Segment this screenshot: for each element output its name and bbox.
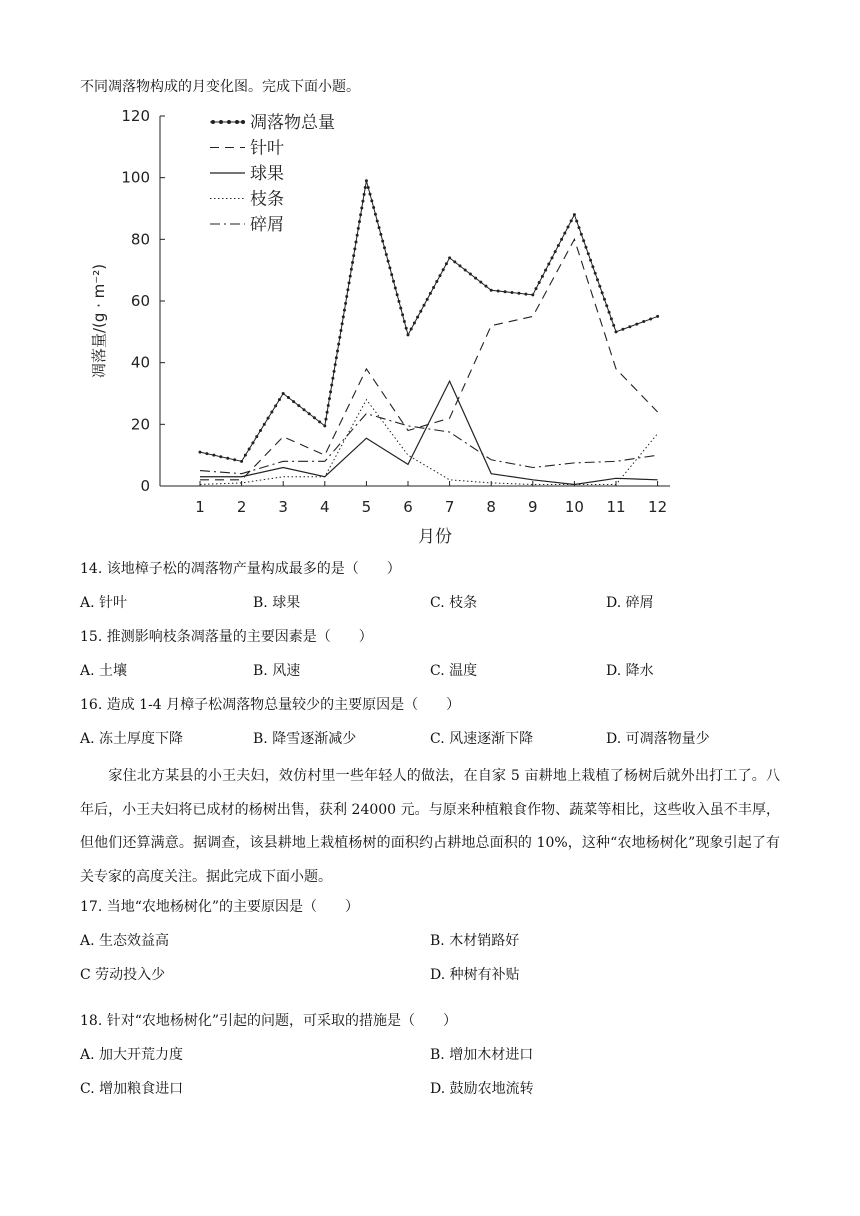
series-point: [416, 316, 419, 319]
x-tick-label: 6: [403, 498, 413, 516]
y-tick-label: 60: [130, 292, 150, 310]
series-point: [219, 455, 222, 458]
series-point: [365, 179, 368, 182]
legend-label-1: 凋落物总量: [250, 113, 335, 133]
y-tick-label: 80: [130, 230, 150, 249]
question-14-option-c[interactable]: C. 枝条: [430, 595, 478, 611]
series-point: [601, 291, 604, 294]
series-point: [323, 424, 326, 427]
series-point: [557, 244, 560, 247]
series-point: [363, 193, 366, 196]
series-point: [589, 259, 592, 262]
question-17-option-a[interactable]: A. 生态效益高: [80, 933, 170, 949]
series-point: [479, 281, 482, 284]
series-point: [397, 300, 400, 303]
y-tick-label: 0: [140, 477, 150, 495]
series-point: [628, 325, 631, 328]
series-point: [517, 292, 520, 295]
question-18-option-a[interactable]: A. 加大开荒力度: [80, 1047, 184, 1063]
x-tick-label: 10: [564, 498, 584, 516]
series-point: [554, 250, 557, 253]
series-point: [352, 254, 355, 257]
y-tick-label: 100: [121, 168, 150, 187]
series-point: [199, 451, 202, 454]
series-point: [448, 256, 451, 259]
series-point: [551, 256, 554, 259]
legend-marker: [219, 120, 223, 124]
series-point: [575, 220, 578, 223]
x-tick-label: 5: [361, 498, 372, 516]
series-point: [656, 315, 659, 318]
y-tick-label: 40: [130, 353, 150, 372]
question-16-option-c[interactable]: C. 风速逐渐下降: [430, 731, 534, 747]
question-14-option-b[interactable]: B. 球果: [253, 595, 301, 611]
x-tick-label: 7: [444, 498, 455, 516]
series-point: [580, 233, 583, 236]
series-point: [331, 377, 334, 380]
series-point: [615, 330, 618, 333]
series-point: [396, 293, 399, 296]
question-15-stem: 15. 推测影响枝条凋落量的主要因素是（ ）: [80, 629, 373, 645]
series-point: [324, 418, 327, 421]
series-point: [445, 262, 448, 265]
question-15-option-c[interactable]: C. 温度: [430, 663, 478, 679]
question-18-option-b[interactable]: B. 增加木材进口: [430, 1047, 534, 1063]
series-point: [361, 200, 364, 203]
series-point: [344, 302, 347, 305]
litterfall-line-chart: [80, 100, 700, 570]
series-point: [649, 317, 652, 320]
series-point: [350, 268, 353, 271]
series-point: [292, 400, 295, 403]
question-17-option-c[interactable]: C 劳动投入少: [80, 967, 166, 983]
series-point: [419, 310, 422, 313]
x-tick-label: 8: [486, 498, 496, 516]
x-tick-label: 4: [320, 498, 330, 516]
x-tick-label: 12: [648, 498, 668, 516]
series-point: [567, 226, 570, 229]
series-point: [582, 239, 585, 242]
legend-marker: [241, 120, 245, 124]
series-point: [343, 309, 346, 312]
series-point: [459, 264, 462, 267]
series-point: [621, 328, 624, 331]
series-point: [399, 307, 402, 310]
series-point: [381, 240, 384, 243]
series-point: [524, 293, 527, 296]
series-line-4: [200, 400, 658, 485]
series-point: [541, 275, 544, 278]
series-point: [270, 411, 273, 414]
series-point: [287, 396, 290, 399]
series-point: [313, 416, 316, 419]
series-point: [547, 263, 550, 266]
series-point: [255, 435, 258, 438]
series-point: [328, 397, 331, 400]
series-point: [605, 304, 608, 307]
series-point: [401, 313, 404, 316]
series-point: [464, 268, 467, 271]
series-point: [383, 246, 386, 249]
x-tick-label: 1: [195, 498, 205, 516]
series-point: [357, 227, 360, 230]
series-point: [426, 298, 429, 301]
series-point: [490, 289, 493, 292]
question-15-option-d[interactable]: D. 降水: [606, 663, 654, 679]
series-point: [423, 304, 426, 307]
series-point: [587, 252, 590, 255]
series-point: [531, 293, 534, 296]
series-point: [259, 429, 262, 432]
series-point: [596, 278, 599, 281]
series-point: [233, 458, 236, 461]
series-point: [385, 253, 388, 256]
series-point: [407, 333, 410, 336]
series-point: [403, 320, 406, 323]
series-point: [578, 226, 581, 229]
legend-label-3: 球果: [250, 164, 284, 184]
question-17-option-b[interactable]: B. 木材销路好: [430, 933, 520, 949]
series-point: [376, 219, 379, 222]
series-point: [356, 234, 359, 237]
series-point: [248, 448, 251, 451]
y-tick-label: 120: [121, 107, 150, 125]
series-point: [378, 226, 381, 229]
series-point: [469, 273, 472, 276]
legend-marker: [227, 120, 231, 124]
series-point: [364, 186, 367, 189]
series-point: [560, 238, 563, 241]
series-point: [388, 266, 391, 269]
series-point: [497, 289, 500, 292]
series-line-2: [200, 239, 658, 480]
y-tick-label: 20: [130, 415, 150, 434]
series-point: [353, 247, 356, 250]
series-point: [297, 404, 300, 407]
series-point: [282, 392, 285, 395]
series-point: [612, 324, 615, 327]
series-point: [355, 241, 358, 244]
series-point: [429, 292, 432, 295]
series-point: [603, 298, 606, 301]
series-point: [394, 286, 397, 289]
series-point: [360, 206, 363, 209]
series-point: [337, 343, 340, 346]
series-point: [405, 327, 408, 330]
series-point: [333, 370, 336, 373]
series-point: [570, 219, 573, 222]
series-point: [608, 311, 611, 314]
series-point: [327, 404, 330, 407]
series-point: [205, 452, 208, 455]
series-point: [326, 411, 329, 414]
series-point: [267, 417, 270, 420]
x-tick-label: 3: [278, 498, 288, 516]
series-point: [485, 285, 488, 288]
series-point: [544, 269, 547, 272]
series-point: [339, 329, 342, 332]
question-16-option-d[interactable]: D. 可凋落物量少: [606, 731, 710, 747]
series-point: [591, 265, 594, 268]
series-point: [338, 336, 341, 339]
series-point: [346, 288, 349, 291]
series-point: [251, 441, 254, 444]
x-tick-label: 11: [606, 498, 626, 516]
legend-label-4: 枝条: [250, 189, 284, 210]
series-point: [226, 457, 229, 460]
series-point: [410, 327, 413, 330]
series-point: [330, 384, 333, 387]
question-16-option-b[interactable]: B. 降雪逐渐减少: [253, 731, 357, 747]
question-18-option-d[interactable]: D. 鼓励农地流转: [430, 1081, 534, 1097]
series-point: [263, 423, 266, 426]
series-point: [370, 199, 373, 202]
series-point: [635, 323, 638, 326]
reading-passage: 家住北方某县的小王夫妇，效仿村里一些年轻人的做法，在自家 5 亩耕地上栽植了杨树后就外出打工了。八年后，小王夫妇将已成材的杨树出售，获利 24000 元。与原来种植粮食作物、蔬菜等相比，这些收入虽不丰厚，但他们还算满意。据调查，该县耕地上栽植杨树的面积约占耕地总面积的 10%，这种“农地杨树化”现象引起了有关专家的高度关注。据此完成下面小题。: [80, 768, 780, 885]
x-tick-label: 9: [528, 498, 538, 516]
series-point: [308, 412, 311, 415]
legend-label-2: 针叶: [250, 138, 284, 159]
series-point: [341, 322, 344, 325]
series-point: [369, 193, 372, 196]
series-point: [334, 363, 337, 366]
series-point: [538, 281, 541, 284]
question-16-stem: 16. 造成 1-4 月樟子松凋落物总量较少的主要原因是（ ）: [80, 697, 461, 713]
question-14-option-d[interactable]: D. 碎屑: [606, 595, 654, 611]
series-point: [358, 220, 361, 223]
question-16-option-a[interactable]: A. 冻土厚度下降: [80, 731, 184, 747]
series-point: [610, 317, 613, 320]
series-line-3: [200, 381, 658, 484]
series-point: [278, 398, 281, 401]
series-point: [240, 460, 243, 463]
series-point: [511, 291, 514, 294]
series-point: [584, 246, 587, 249]
series-point: [435, 280, 438, 283]
series-point: [392, 280, 395, 283]
series-point: [573, 213, 576, 216]
series-point: [439, 274, 442, 277]
series-point: [359, 213, 362, 216]
series-point: [348, 281, 351, 284]
series-point: [413, 322, 416, 325]
series-point: [504, 290, 507, 293]
legend-marker: [211, 120, 215, 124]
series-point: [453, 260, 456, 263]
series-point: [390, 273, 393, 276]
series-point: [642, 320, 645, 323]
series-point: [274, 404, 277, 407]
series-point: [598, 285, 601, 288]
series-point: [442, 268, 445, 271]
series-point: [336, 349, 339, 352]
series-point: [474, 277, 477, 280]
series-point: [367, 186, 370, 189]
series-point: [303, 408, 306, 411]
series-point: [212, 454, 215, 457]
question-17-stem: 17. 当地“农地杨树化”的主要原因是（ ）: [80, 899, 360, 915]
question-15-option-a[interactable]: A. 土壤: [80, 663, 128, 679]
x-axis-label: 月份: [418, 527, 452, 547]
series-point: [329, 390, 332, 393]
series-point: [318, 420, 321, 423]
series-point: [351, 261, 354, 264]
question-17-option-d[interactable]: D. 种树有补贴: [430, 967, 520, 983]
series-point: [372, 206, 375, 209]
x-tick-label: 2: [236, 498, 247, 516]
series-point: [432, 286, 435, 289]
question-15-option-b[interactable]: B. 风速: [253, 663, 301, 679]
series-point: [535, 287, 538, 290]
legend-marker: [235, 120, 239, 124]
series-point: [335, 356, 338, 359]
series-point: [374, 213, 377, 216]
legend-label-5: 碎屑: [250, 215, 284, 235]
series-point: [244, 454, 247, 457]
series-point: [345, 295, 348, 298]
question-18-option-c[interactable]: C. 增加粮食进口: [80, 1081, 184, 1097]
series-point: [563, 232, 566, 235]
question-18-stem: 18. 针对“农地杨树化”引起的问题，可采取的措施是（ ）: [80, 1013, 458, 1029]
series-point: [342, 315, 345, 318]
intro-text: 不同凋落物构成的月变化图。完成下面小题。: [80, 79, 360, 95]
question-14-option-a[interactable]: A. 针叶: [80, 595, 128, 611]
question-14-stem: 14. 该地樟子松的凋落物产量构成最多的是（ ）: [80, 561, 401, 577]
series-point: [594, 272, 597, 275]
y-axis-label: 凋落量/(g · m⁻²): [90, 263, 108, 379]
series-point: [349, 275, 352, 278]
series-point: [387, 260, 390, 263]
series-point: [379, 233, 382, 236]
